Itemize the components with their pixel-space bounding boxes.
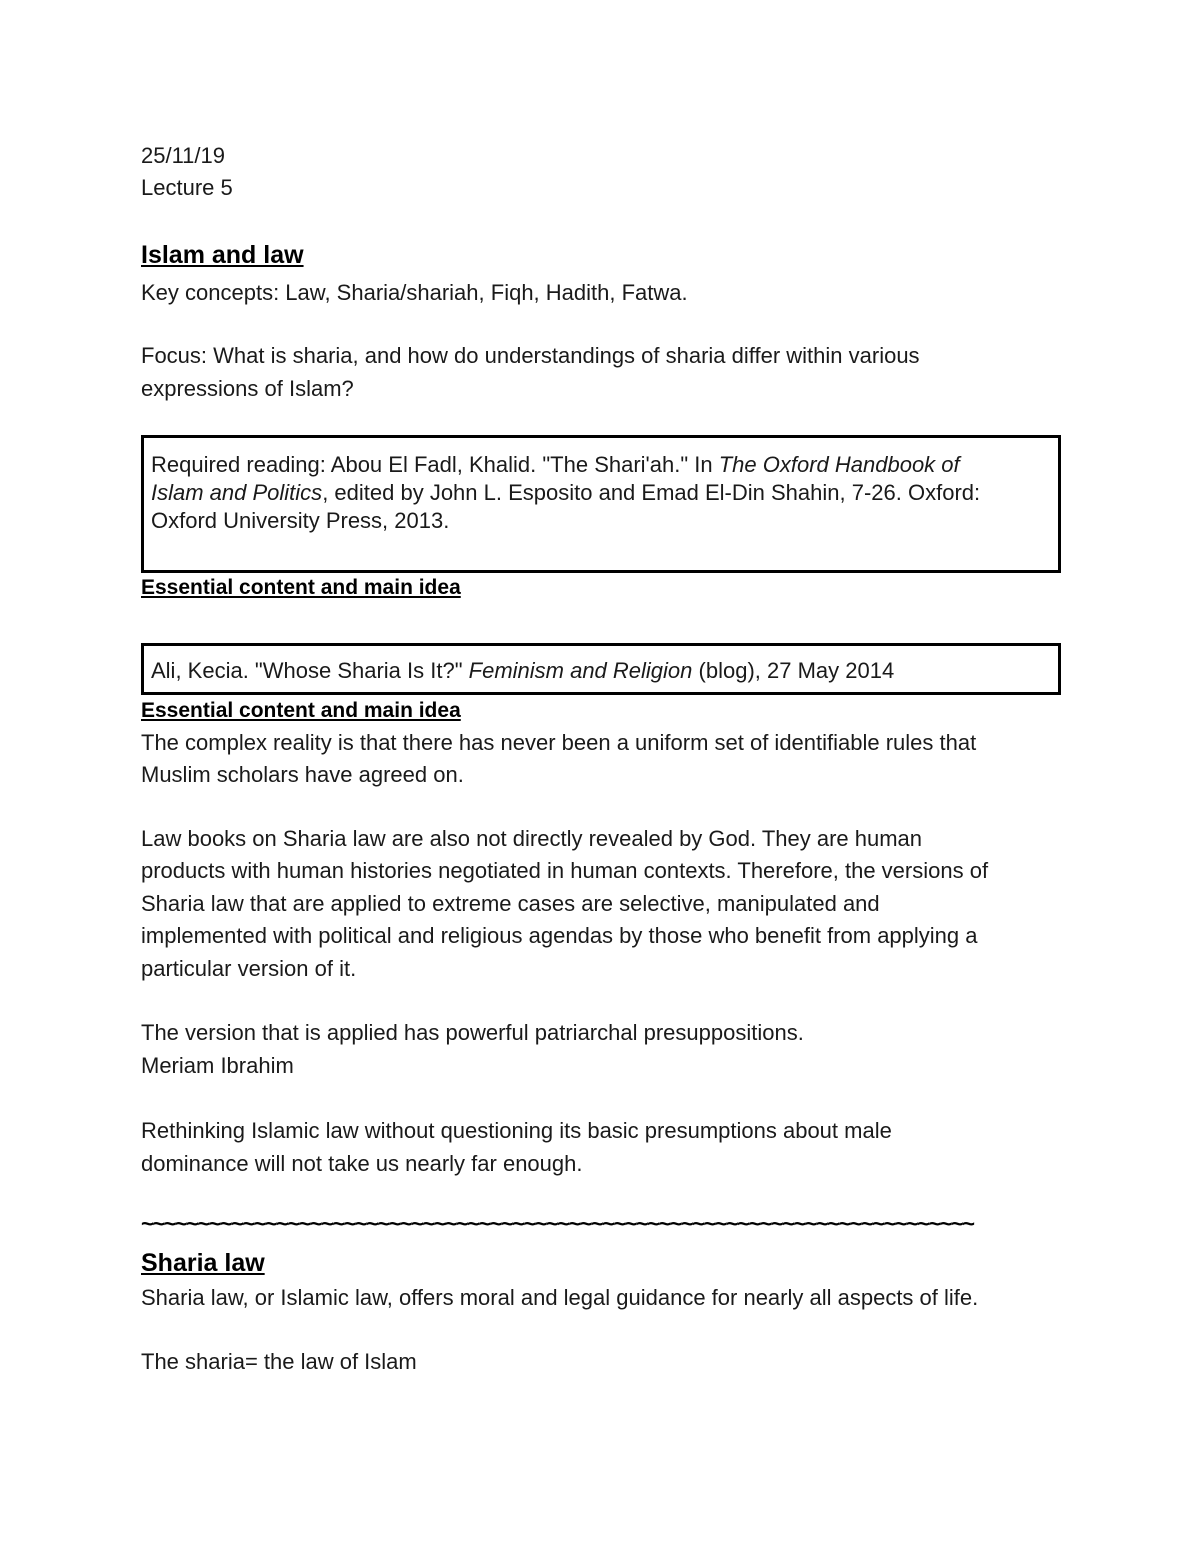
section-title-islam-and-law: Islam and law	[141, 241, 304, 269]
reading-line2-rest: , edited by John L. Esposito and Emad El-Din Shahin, 7-26. Oxford:	[322, 480, 981, 505]
body-p3-line1: The version that is applied has powerful patriarchal presuppositions.	[141, 1020, 804, 1045]
body-p2-line3: Sharia law that are applied to extreme cases are selective, manipulated and	[141, 891, 880, 916]
body-p4-line2: dominance will not take us nearly far enough.	[141, 1151, 583, 1176]
key-concepts: Key concepts: Law, Sharia/shariah, Fiqh, Hadith, Fatwa.	[141, 280, 688, 305]
body-p1-line2: Muslim scholars have agreed on.	[141, 762, 464, 787]
sharia-line-1: Sharia law, or Islamic law, offers moral and legal guidance for nearly all aspects of life.	[141, 1285, 979, 1310]
essential-content-heading-1: Essential content and main idea	[141, 576, 461, 599]
reading-citation-text	[151, 657, 894, 685]
required-reading-box	[141, 435, 1061, 573]
citation-prefix: Ali, Kecia. "Whose Sharia Is It?"	[151, 658, 469, 683]
focus-line-1: Focus: What is sharia, and how do understandings of sharia differ within various	[141, 343, 920, 368]
citation-blog-title: Feminism and Religion	[468, 658, 693, 683]
lecture-date: 25/11/19	[141, 143, 226, 168]
body-p4-line1: Rethinking Islamic law without questioning its basic presumptions about male	[141, 1118, 892, 1143]
reading-book-title-part1: The Oxford Handbook of	[718, 452, 960, 477]
lecture-number: Lecture 5	[141, 175, 233, 200]
reading-line1-prefix: Required reading: Abou El Fadl, Khalid. "The Shari'ah." In	[151, 452, 719, 477]
citation-suffix: (blog), 27 May 2014	[692, 658, 895, 683]
required-reading-text	[151, 451, 980, 535]
body-p2-line1: Law books on Sharia law are also not directly revealed by God. They are human	[141, 826, 923, 851]
tilde-divider: ~~~~~~~~~~~~~~~~~~~~~~~~~~~~~~~~~~~~~~~~~~~~~~~~~~~~~~~~~~~~~~~~~~~~~~~~~~	[141, 1211, 974, 1236]
body-p1-line1: The complex reality is that there has never been a uniform set of identifiable rules that	[141, 730, 977, 755]
reading-citation-box	[141, 643, 1061, 695]
focus-line-2: expressions of Islam?	[141, 376, 354, 401]
essential-content-heading-2: Essential content and main idea	[141, 699, 461, 722]
body-p2-line2: products with human histories negotiated in human contexts. Therefore, the versions of	[141, 858, 989, 883]
body-p2-line5: particular version of it.	[141, 956, 357, 981]
sharia-line-2: The sharia= the law of Islam	[141, 1349, 417, 1374]
section-title-sharia-law: Sharia law	[141, 1249, 265, 1277]
reading-book-title-part2: Islam and Politics	[151, 480, 323, 505]
body-p2-line4: implemented with political and religious agendas by those who benefit from applying a	[141, 923, 978, 948]
body-p3-line2: Meriam Ibrahim	[141, 1053, 294, 1078]
reading-line3: Oxford University Press, 2013.	[151, 508, 450, 533]
